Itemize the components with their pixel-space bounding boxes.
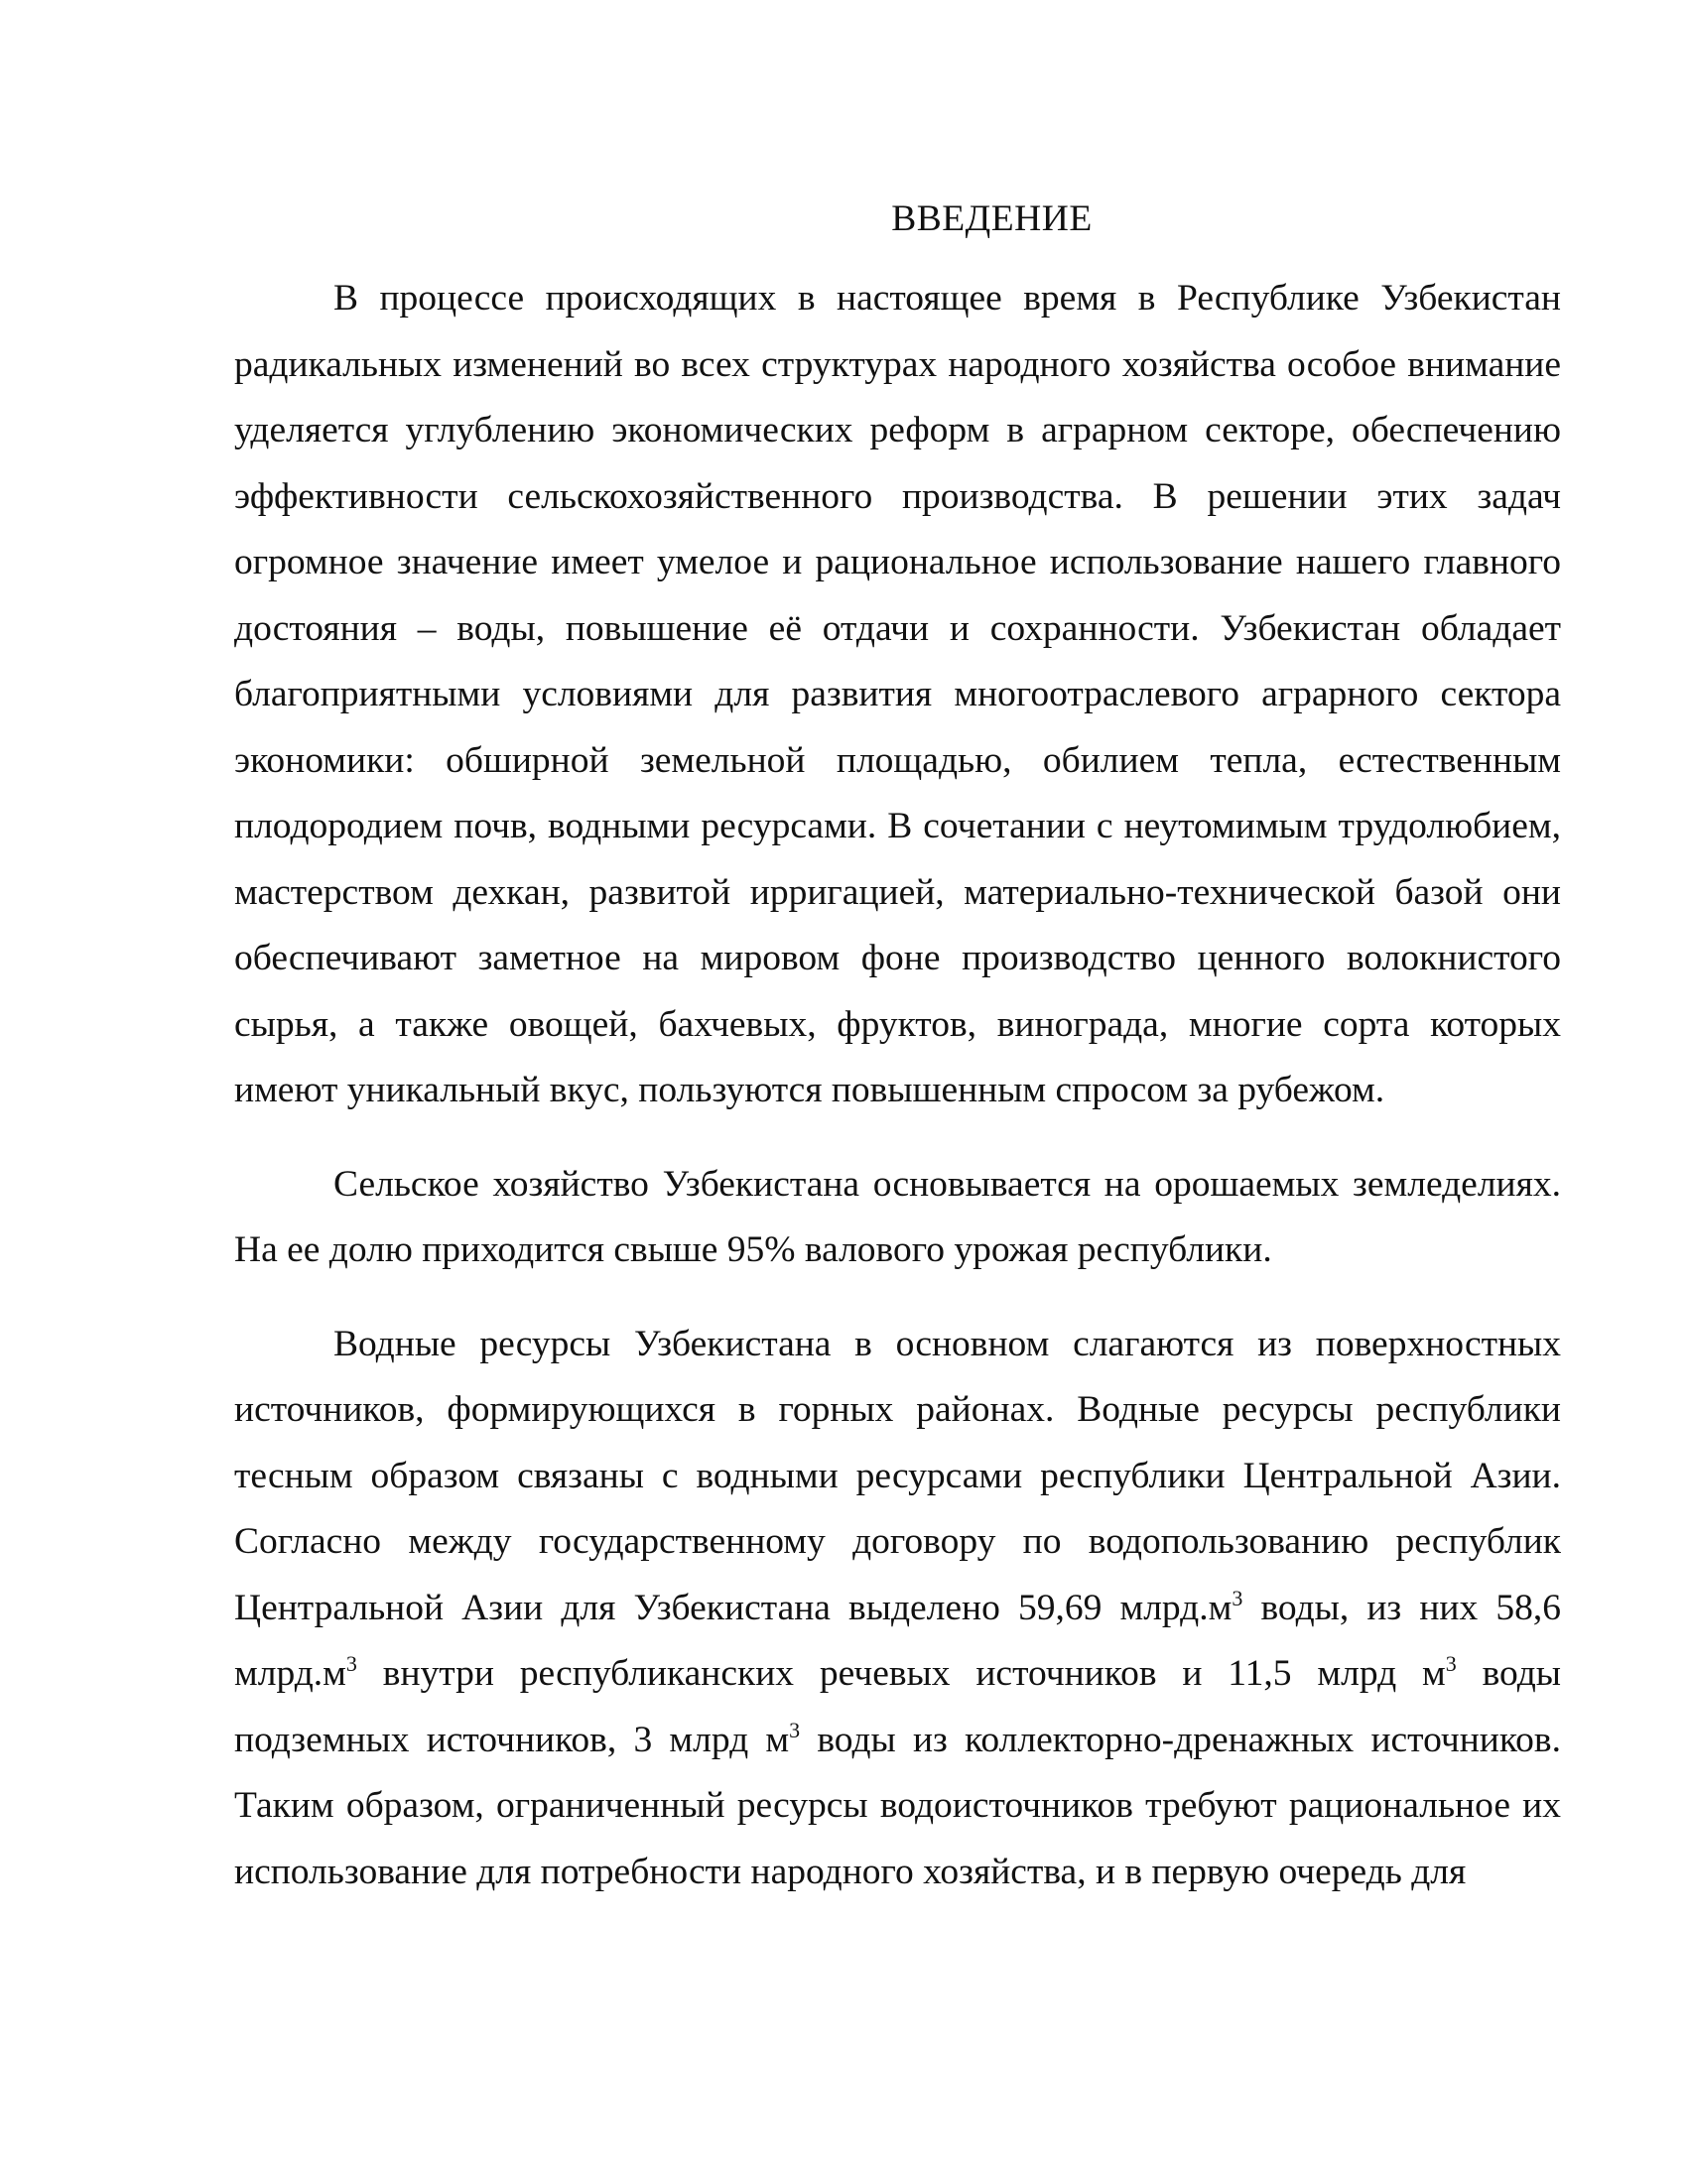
document-page bbox=[234, 194, 1561, 1933]
superscript: 3 bbox=[1445, 1651, 1457, 1676]
text-segment: воды из коллекторно-дренажных источников. Таким образом, ограниченный ресурсы водоисточников требуют рациональное их использование для потребности народного хозяйства, и в первую очередь для bbox=[234, 1719, 1561, 1892]
paragraph-water-resources bbox=[234, 1312, 1561, 1906]
text-segment: Водные ресурсы Узбекистана в основном слагаются из поверхностных источников, формирующихся в горных районах. Водные ресурсы республики тесным образом связаны с водными ресурсами республики Центральной Азии. Согласно между государственному договору по водопользованию республик Центральной Азии для Узбекистана выделено 59,69 млрд.м bbox=[234, 1323, 1561, 1628]
paragraph-agriculture: Сельское хозяйство Узбекистана основывается на орошаемых земледелиях. На ее долю приходится свыше 95% валового урожая республики. bbox=[234, 1163, 1561, 1270]
superscript: 3 bbox=[1232, 1585, 1243, 1610]
page-title: ВВЕДЕНИЕ bbox=[891, 198, 1093, 239]
superscript: 3 bbox=[789, 1717, 801, 1742]
text-segment: воды, из них 58,6 млрд.м bbox=[234, 1587, 1561, 1694]
text-segment: воды подземных источников, 3 млрд м bbox=[234, 1653, 1561, 1760]
text-segment: внутри республиканских речевых источников и 11,5 млрд м bbox=[356, 1653, 1446, 1694]
paragraph-intro: В процессе происходящих в настоящее время в Республике Узбекистан радикальных изменений во всех структурах народного хозяйства особое внимание уделяется углублению экономических реформ в аграрном секторе, обеспечению эффективности сельскохозяйственного производства. В решении этих задач огромное значение имеет умелое и рациональное использование нашего главного достояния – воды, повышение её отдачи и сохранности. Узбекистан обладает благоприятными условиями для развития многоотраслевого аграрного сектора экономики: обширной земельной площадью, обилием тепла, естественным плодородием почв, водными ресурсами. В сочетании с неутомимым трудолюбием, мастерством дехкан, развитой ирригацией, материально-технической базой они обеспечивают заметное на мировом фоне производство ценного волокнистого сырья, а также овощей, бахчевых, фруктов, винограда, многие сорта которых имеют уникальный вкус, пользуются повышенным спросом за рубежом. bbox=[234, 278, 1561, 1110]
superscript: 3 bbox=[345, 1651, 357, 1676]
